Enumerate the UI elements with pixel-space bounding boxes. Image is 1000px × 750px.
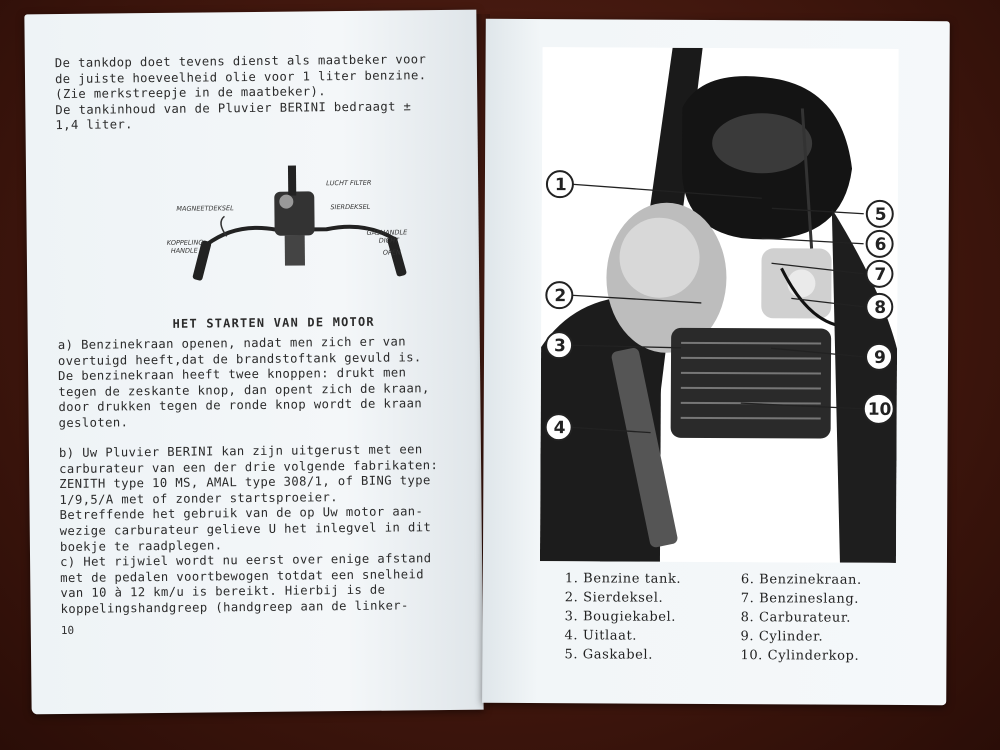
- legend-item: 8. Carburateur.: [740, 610, 852, 626]
- callout-5: 5: [874, 204, 887, 225]
- label-koppeling: KOPPELINGHANDLE: [166, 238, 204, 255]
- intro-paragraph: De tankdop doet tevens dienst als maatbeker voor de juiste hoeveelheid olie voor 1 liter benzine. (Zie merkstreepje in de maatbeker). De tankinhoud van de Pluvier BERINI bedraagt ± 1,4 liter.: [54, 52, 427, 133]
- callout-1: 1: [554, 175, 567, 196]
- instruction-c: c) Het rijwiel wordt nu eerst over enige afstand met de pedalen voortbewogen totdat een snelheid van 10 à 12 km/u is bereikt. Hierbij is de koppelingshandgreep (handgreep aan de linker-: [60, 551, 432, 616]
- left-page: [24, 10, 483, 715]
- callout-3: 3: [554, 336, 566, 357]
- label-lucht-filter: LUCHT FILTER: [326, 178, 372, 188]
- legend-item: 3. Bougiekabel.: [564, 609, 677, 625]
- callout-2: 2: [554, 286, 567, 307]
- callout-10: 10: [867, 399, 892, 420]
- callout-4: 4: [553, 418, 566, 439]
- callout-6: 6: [874, 234, 887, 255]
- instruction-b: b) Uw Pluvier BERINI kan zijn uitgerust met een carburateur van een der drie volgende fabrikaten: ZENITH type 10 MS, AMAL type 308/1, of BING type 1/9,5/A met of zonder startsproeier. Betreffende het gebruik van de op Uw motor aan- wezige carburateur gelieve U het inlegvel in dit boekje te raadplegen.: [58, 442, 439, 554]
- label-sierdeksel: SIERDEKSEL: [330, 202, 371, 212]
- legend-item: 6. Benzinekraan.: [740, 572, 862, 588]
- legend-item: 5. Gaskabel.: [564, 647, 653, 663]
- callout-7: 7: [874, 264, 887, 285]
- engine-photo: [540, 47, 899, 563]
- label-gashandle: GASHANDLEDICHT: [366, 228, 408, 245]
- legend-item: 4. Uitlaat.: [564, 628, 638, 644]
- section-heading: HET STARTEN VAN DE MOTOR: [172, 314, 375, 331]
- instruction-a: a) Benzinekraan openen, nadat men zich er van overtuigd heeft,dat de brandstoftank gevuld is. De benzinekraan heeft twee knoppen: drukt men tegen de zeskante knop, dan opent zich de kraan, door drukken tegen de ronde knop wordt de kraan gesloten.: [57, 334, 430, 431]
- label-magneetdeksel: MAGNEETDEKSEL: [176, 204, 234, 213]
- right-page: [482, 19, 950, 705]
- callout-8: 8: [874, 297, 887, 318]
- legend-item: 9. Cylinder.: [740, 629, 824, 645]
- legend-item: 7. Benzineslang.: [740, 591, 860, 607]
- handlebar-drawing: [191, 164, 407, 281]
- legend-item: 2. Sierdeksel.: [564, 590, 664, 606]
- handlebar-diagram: [166, 150, 437, 293]
- parts-legend: [564, 569, 925, 664]
- callout-9: 9: [873, 347, 886, 368]
- legend-item: 10. Cylinderkop.: [740, 648, 860, 664]
- legend-column-2: [740, 570, 861, 666]
- page-number: 10: [60, 623, 75, 638]
- legend-item: 1. Benzine tank.: [564, 571, 682, 587]
- legend-column-1: [564, 569, 681, 665]
- label-open: OPEN: [382, 248, 401, 257]
